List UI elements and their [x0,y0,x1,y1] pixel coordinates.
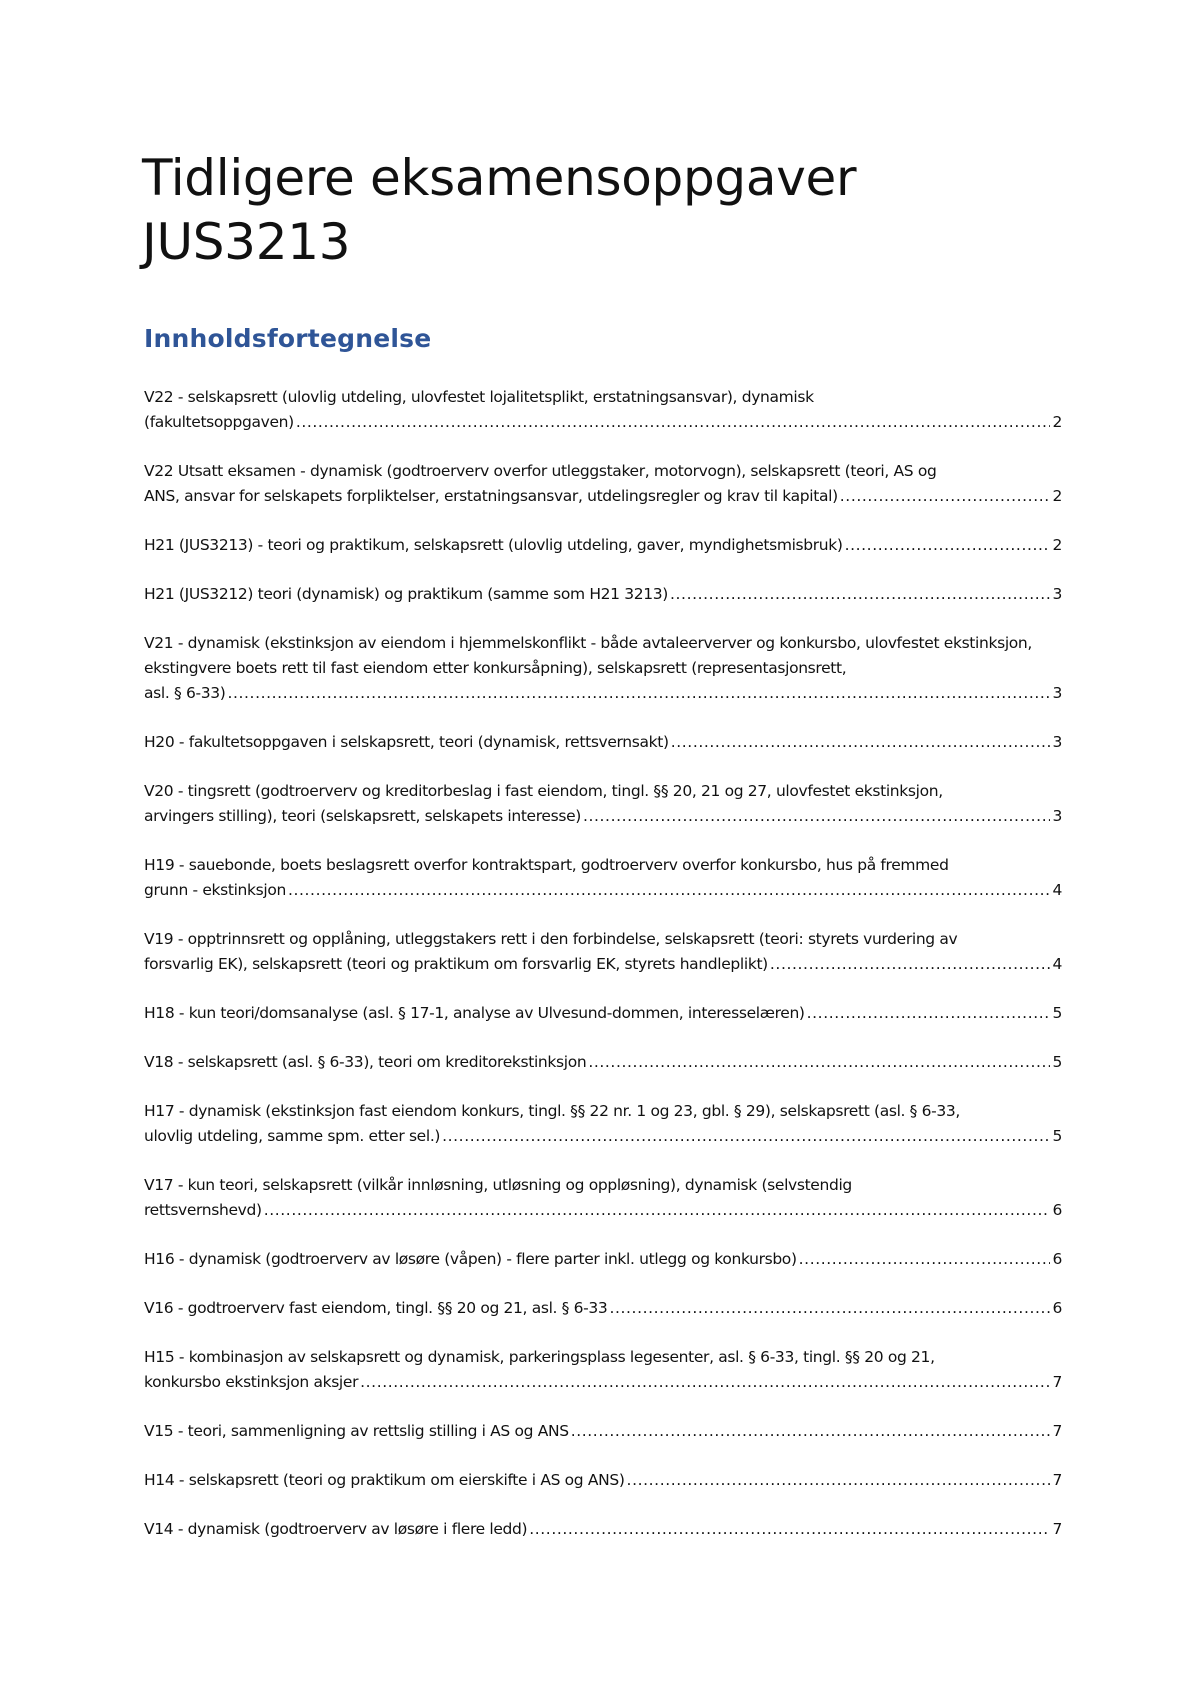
toc-entry-text-lead: H15 - kombinasjon av selskapsrett og dynamisk, parkeringsplass legesenter, asl. § 6-33, tingl. §§ 20 og 21, [144,1348,935,1366]
toc-entry-last-line [144,533,1062,558]
toc-entry-text: grunn - ekstinksjon [144,881,286,899]
toc-entry[interactable] [144,631,1062,706]
toc-entry-text: konkursbo ekstinksjon aksjer [144,1373,359,1391]
toc-page-number: 7 [1052,1471,1062,1489]
toc-entry-last-line [144,804,1062,829]
toc-entry[interactable] [144,582,1062,607]
toc-dot-leader [296,410,1051,435]
toc-entry-text: H14 - selskapsrett (teori og praktikum om eierskifte i AS og ANS) [144,1471,625,1489]
toc-page-number: 6 [1052,1201,1062,1219]
toc-entry-last-line [144,484,1062,509]
toc-entry-text-lead: V17 - kun teori, selskapsrett (vilkår innløsning, utløsning og oppløsning), dynamisk (selvstendig [144,1176,852,1194]
toc-page-number: 2 [1052,536,1062,554]
toc-page-number: 2 [1052,413,1062,431]
toc-entry[interactable] [144,730,1062,755]
toc-entry[interactable] [144,927,1062,977]
toc-heading: Innholdsfortegnelse [144,324,432,353]
toc-entry-last-line [144,1001,1062,1026]
toc-page-number: 6 [1052,1250,1062,1268]
toc-entry-last-line [144,952,1062,977]
toc-entry-text: forsvarlig EK), selskapsrett (teori og praktikum om forsvarlig EK, styrets handleplikt) [144,955,768,973]
toc-page-number: 5 [1052,1053,1062,1071]
toc-page-number: 3 [1052,684,1062,702]
toc-entry[interactable] [144,1247,1062,1272]
toc-entry-last-line [144,410,1062,435]
toc-page-number: 4 [1052,955,1062,973]
toc-entry-text: H20 - fakultetsoppgaven i selskapsrett, teori (dynamisk, rettsvernsakt) [144,733,669,751]
toc-entry-text-lead: H17 - dynamisk (ekstinksjon fast eiendom konkurs, tingl. §§ 22 nr. 1 og 23, gbl. § 29), selskapsrett (asl. § 6-33, [144,1102,961,1120]
toc-dot-leader [840,484,1051,509]
toc-page-number: 6 [1052,1299,1062,1317]
toc-page-number: 3 [1052,807,1062,825]
toc-entry-last-line [144,1247,1062,1272]
toc-entry-text: V15 - teori, sammenligning av rettslig stilling i AS og ANS [144,1422,569,1440]
toc-dot-leader [442,1124,1050,1149]
toc-entry-text: H18 - kun teori/domsanalyse (asl. § 17-1, analyse av Ulvesund-dommen, interesselæren) [144,1004,805,1022]
toc-entry-last-line [144,1517,1062,1542]
toc-dot-leader [845,533,1051,558]
toc-entry[interactable] [144,1001,1062,1026]
toc-entry-text: ulovlig utdeling, samme spm. etter sel.) [144,1127,441,1145]
toc-dot-leader [288,878,1051,903]
toc-page-number: 3 [1052,585,1062,603]
toc-page-number: 3 [1052,733,1062,751]
toc-entry-text: arvingers stilling), teori (selskapsrett, selskapets interesse) [144,807,581,825]
toc-entry-last-line [144,1468,1062,1493]
toc-page-number: 7 [1052,1520,1062,1538]
toc-entry[interactable] [144,533,1062,558]
toc-dot-leader [670,582,1051,607]
toc-entry[interactable] [144,1099,1062,1149]
toc-entry-text: (fakultetsoppgaven) [144,413,294,431]
toc-entry-last-line [144,1050,1062,1075]
toc-entry-text-lead: V21 - dynamisk (ekstinksjon av eiendom i hjemmelskonflikt - både avtaleerverver og konkursbo, ulovfestet ekstinksjon, ekstingvere boets rett til fast eiendom etter konkursåpning), selskapsrett (representasjonsrett, [144,634,1032,677]
toc-entry[interactable] [144,1296,1062,1321]
toc-dot-leader [799,1247,1051,1272]
toc-dot-leader [609,1296,1050,1321]
toc-dot-leader [588,1050,1050,1075]
toc-entry-last-line [144,1296,1062,1321]
toc-entry-last-line [144,1124,1062,1149]
table-of-contents [144,385,1062,1566]
toc-dot-leader [807,1001,1051,1026]
toc-entry-text-lead: V22 - selskapsrett (ulovlig utdeling, ulovfestet lojalitetsplikt, erstatningsansvar), dynamisk [144,388,814,406]
toc-dot-leader [529,1517,1050,1542]
toc-entry-text: V14 - dynamisk (godtroerverv av løsøre i flere ledd) [144,1520,528,1538]
toc-entry-text: H21 (JUS3213) - teori og praktikum, selskapsrett (ulovlig utdeling, gaver, myndighetsmisbruk) [144,536,843,554]
toc-entry[interactable] [144,779,1062,829]
toc-page-number: 5 [1052,1004,1062,1022]
toc-dot-leader [264,1198,1051,1223]
document-title-line-1: Tidligere eksamensoppgaver [142,149,857,207]
toc-entry-last-line [144,878,1062,903]
toc-entry-last-line [144,730,1062,755]
document-title [142,146,1102,274]
toc-entry[interactable] [144,1345,1062,1395]
toc-entry[interactable] [144,1173,1062,1223]
toc-entry-last-line [144,1370,1062,1395]
toc-entry-text: V18 - selskapsrett (asl. § 6-33), teori om kreditorekstinksjon [144,1053,587,1071]
toc-page-number: 7 [1052,1422,1062,1440]
toc-entry-text-lead: V20 - tingsrett (godtroerverv og kreditorbeslag i fast eiendom, tingl. §§ 20, 21 og 27, ulovfestet ekstinksjon, [144,782,943,800]
toc-entry-text-lead: V19 - opptrinnsrett og opplåning, utleggstakers rett i den forbindelse, selskapsrett (teori: styrets vurdering av [144,930,958,948]
toc-dot-leader [671,730,1051,755]
toc-entry[interactable] [144,1517,1062,1542]
toc-entry-text: ANS, ansvar for selskapets forpliktelser, erstatningsansvar, utdelingsregler og krav til kapital) [144,487,838,505]
toc-entry-last-line [144,681,1062,706]
toc-entry[interactable] [144,853,1062,903]
toc-entry[interactable] [144,1050,1062,1075]
toc-entry-last-line [144,1419,1062,1444]
toc-entry-text-lead: H19 - sauebonde, boets beslagsrett overfor kontraktspart, godtroerverv overfor konkursbo, hus på fremmed [144,856,949,874]
toc-entry[interactable] [144,459,1062,509]
document-title-line-2: JUS3213 [142,213,351,271]
toc-entry-text: asl. § 6-33) [144,684,226,702]
toc-dot-leader [227,681,1050,706]
toc-entry-text-lead: V22 Utsatt eksamen - dynamisk (godtroerverv overfor utleggstaker, motorvogn), selskapsrett (teori, AS og [144,462,937,480]
toc-dot-leader [583,804,1051,829]
toc-entry[interactable] [144,1419,1062,1444]
toc-dot-leader [770,952,1051,977]
toc-dot-leader [571,1419,1051,1444]
toc-page-number: 5 [1052,1127,1062,1145]
toc-page-number: 4 [1052,881,1062,899]
toc-entry-last-line [144,582,1062,607]
toc-entry-last-line [144,1198,1062,1223]
toc-entry-text: rettsvernshevd) [144,1201,262,1219]
toc-entry-text: V16 - godtroerverv fast eiendom, tingl. §§ 20 og 21, asl. § 6-33 [144,1299,608,1317]
toc-page-number: 7 [1052,1373,1062,1391]
toc-entry-text: H16 - dynamisk (godtroerverv av løsøre (våpen) - flere parter inkl. utlegg og konkursbo) [144,1250,797,1268]
toc-dot-leader [627,1468,1051,1493]
toc-entry-text: H21 (JUS3212) teori (dynamisk) og praktikum (samme som H21 3213) [144,585,668,603]
toc-entry[interactable] [144,1468,1062,1493]
toc-page-number: 2 [1052,487,1062,505]
toc-entry[interactable] [144,385,1062,435]
toc-dot-leader [360,1370,1050,1395]
